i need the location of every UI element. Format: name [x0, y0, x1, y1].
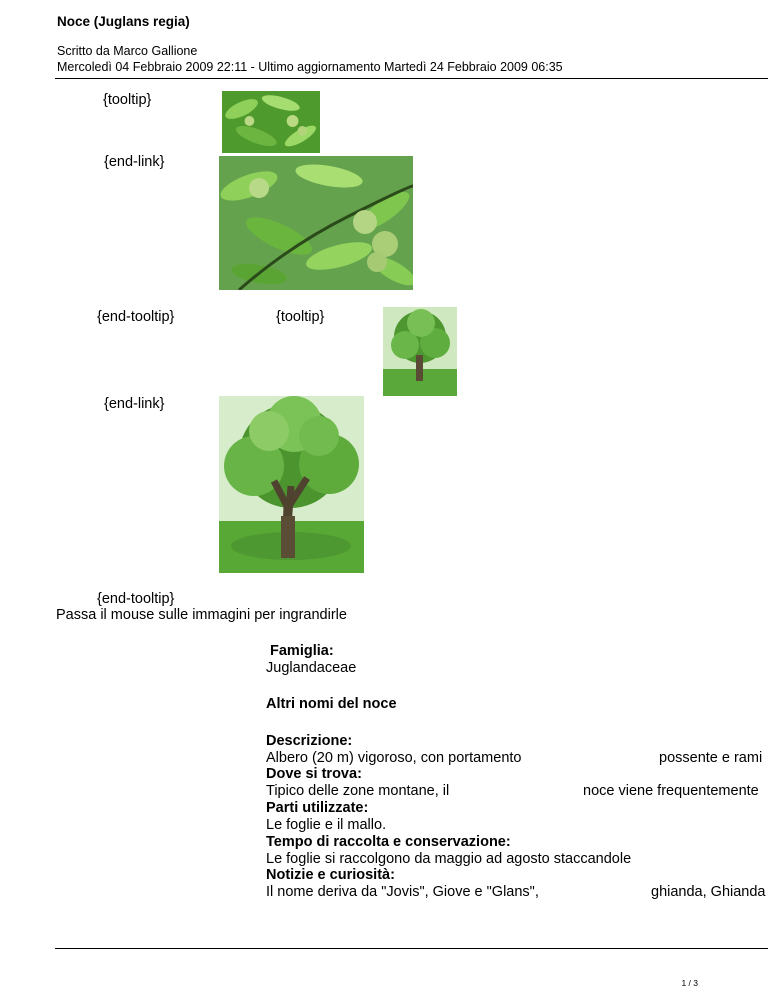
walnut-leaves-image[interactable] [219, 156, 413, 290]
walnut-leaves-photo-icon [222, 91, 320, 153]
date-line: Mercoledì 04 Febbraio 2009 22:11 - Ultimo aggiornamento Martedì 24 Febbraio 2009 06:35 [57, 60, 563, 74]
author-line: Scritto da Marco Gallione [57, 44, 198, 58]
walnut-leaves-photo-icon [219, 156, 413, 290]
altri-nomi-label: Altri nomi del noce [266, 696, 397, 712]
descrizione-label: Descrizione: [266, 733, 353, 749]
page-number: 1 / 3 [681, 978, 698, 988]
tempo-text: Le foglie si raccolgono da maggio ad agosto staccandole [266, 851, 632, 867]
notizie-label: Notizie e curiosità: [266, 867, 395, 883]
tempo-label: Tempo di raccolta e conservazione: [266, 834, 511, 850]
parti-text: Le foglie e il mallo. [266, 817, 387, 833]
famiglia-label: Famiglia: [270, 643, 334, 659]
dove-label: Dove si trova: [266, 766, 362, 782]
walnut-leaves-thumbnail[interactable] [222, 91, 320, 153]
end-tooltip-tag: {end-tooltip} [97, 591, 175, 607]
footer-rule [55, 948, 768, 949]
tooltip-tag: {tooltip} [103, 92, 152, 108]
walnut-tree-image[interactable] [219, 396, 364, 573]
end-link-tag: {end-link} [104, 154, 165, 170]
header-rule [55, 78, 768, 79]
notizie-text-b: ghianda, Ghianda [651, 884, 766, 900]
hover-hint: Passa il mouse sulle immagini per ingrandirle [56, 607, 347, 623]
descrizione-text-a: Albero (20 m) vigoroso, con portamento [266, 750, 522, 766]
end-link-tag: {end-link} [104, 396, 165, 412]
dove-text-b: noce viene frequentemente [583, 783, 759, 799]
walnut-tree-thumbnail[interactable] [383, 307, 457, 396]
end-tooltip-tag: {end-tooltip} [97, 309, 175, 325]
famiglia-value: Juglandaceae [266, 660, 357, 676]
walnut-tree-photo-icon [219, 396, 364, 573]
dove-text-a: Tipico delle zone montane, il [266, 783, 450, 799]
tooltip-tag: {tooltip} [276, 309, 325, 325]
walnut-tree-photo-icon [383, 307, 457, 396]
page-title: Noce (Juglans regia) [57, 14, 190, 29]
parti-label: Parti utilizzate: [266, 800, 369, 816]
notizie-text-a: Il nome deriva da "Jovis", Giove e "Glans", [266, 884, 539, 900]
descrizione-text-b: possente e rami [659, 750, 763, 766]
